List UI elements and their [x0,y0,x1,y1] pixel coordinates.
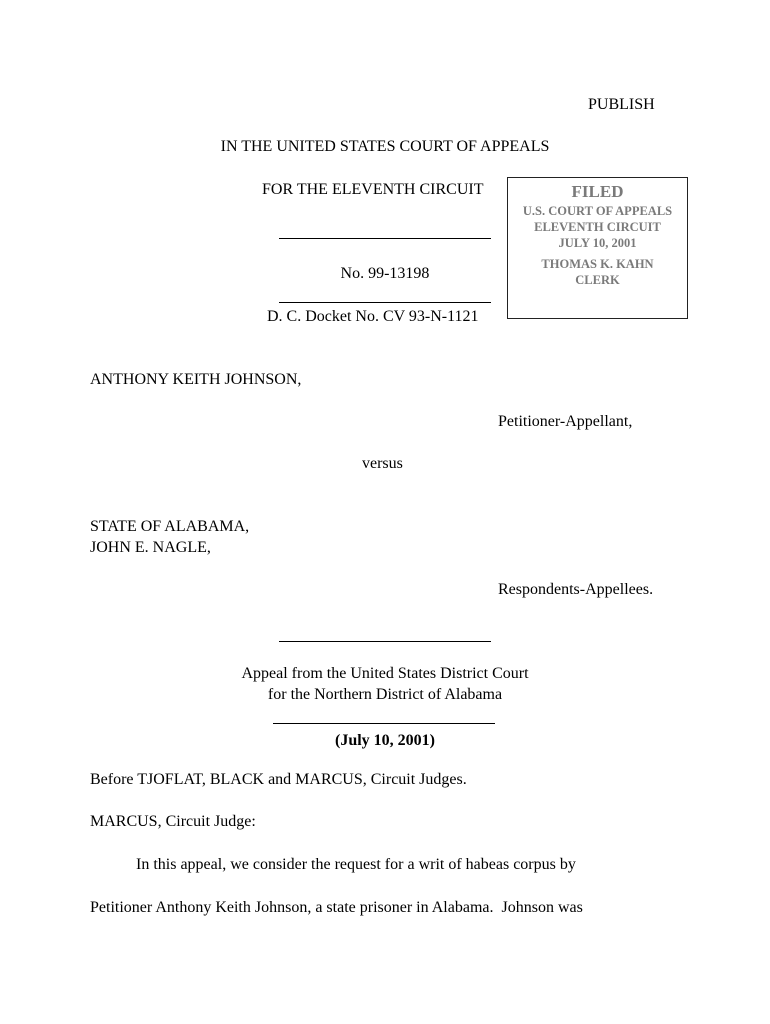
respondent-name-1: STATE OF ALABAMA, [90,518,250,535]
opinion-paragraph-line-1: In this appeal, we consider the request for a writ of habeas corpus by [136,856,576,873]
stamp-clerk-name: THOMAS K. KAHN [541,257,654,271]
appeal-line-2: for the Northern District of Alabama [267,686,503,703]
court-title: IN THE UNITED STATES COURT OF APPEALS [220,138,550,155]
filed-stamp [507,177,688,319]
separator-rule [279,238,491,239]
case-number: No. 99-13198 [340,265,430,282]
circuit-title: FOR THE ELEVENTH CIRCUIT [262,181,484,198]
respondent-role: Respondents-Appellees. [498,581,654,598]
petitioner-role: Petitioner-Appellant, [498,413,633,430]
separator-rule [273,723,495,724]
versus-label: versus [362,455,403,472]
stamp-circuit: ELEVENTH CIRCUIT [534,220,661,234]
panel-judges: Before TJOFLAT, BLACK and MARCUS, Circuit Judges. [90,771,467,788]
petitioner-name: ANTHONY KEITH JOHNSON, [90,371,302,388]
opinion-paragraph-line-2: Petitioner Anthony Keith Johnson, a state prisoner in Alabama. Johnson was [90,899,583,916]
respondent-name-2: JOHN E. NAGLE, [90,539,211,556]
separator-rule [279,641,491,642]
publish-label: PUBLISH [588,96,655,113]
stamp-court: U.S. COURT OF APPEALS [522,204,673,218]
stamp-clerk-title: CLERK [575,273,620,287]
stamp-filed: FILED [571,182,624,201]
stamp-date: JULY 10, 2001 [558,236,637,250]
opinion-author: MARCUS, Circuit Judge: [90,813,256,830]
decision-date: (July 10, 2001) [335,732,435,749]
docket-number: D. C. Docket No. CV 93-N-1121 [267,308,479,325]
separator-rule [279,302,491,303]
appeal-line-1: Appeal from the United States District Court [241,665,529,682]
